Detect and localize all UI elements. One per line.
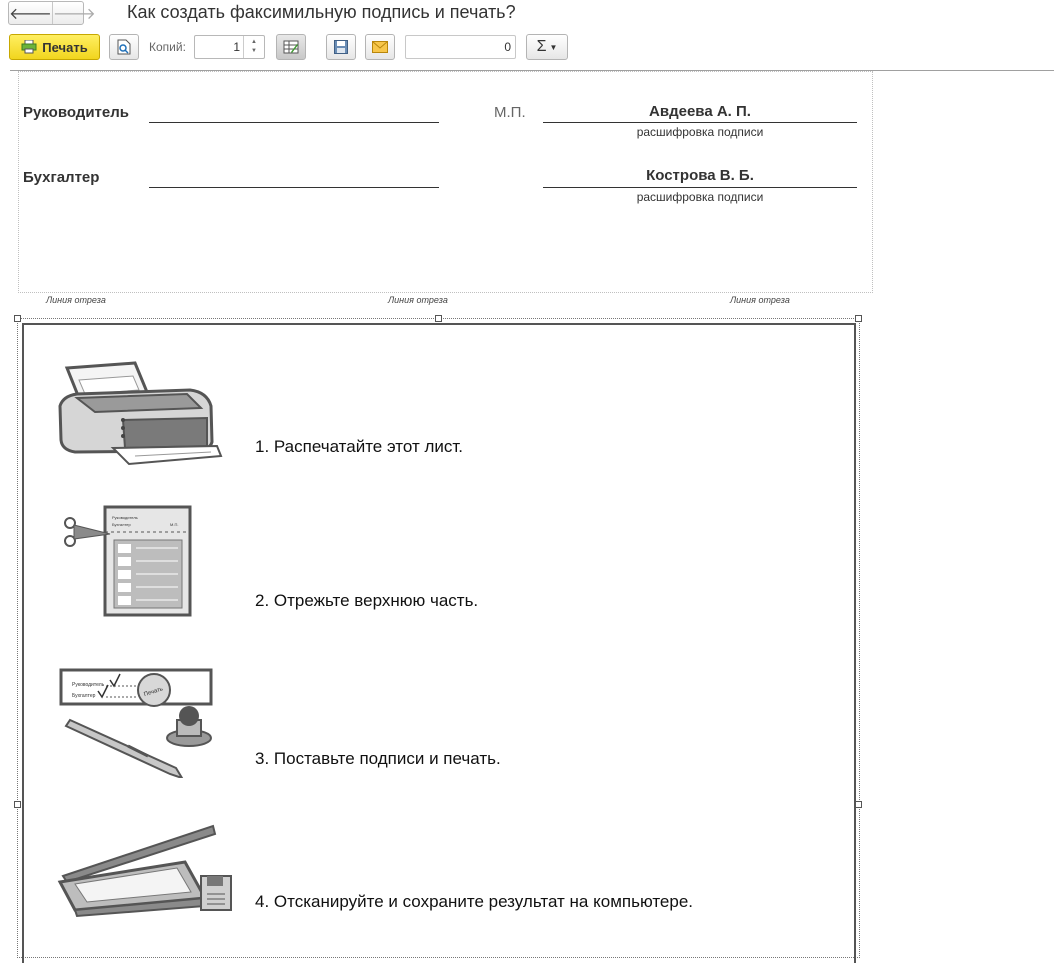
mini-accountant-label: Бухгалтер (112, 522, 131, 527)
accountant-signature-line (149, 187, 439, 188)
copies-stepper[interactable] (243, 36, 264, 58)
print-button[interactable] (9, 34, 100, 60)
copies-input[interactable] (194, 35, 265, 59)
resize-handle[interactable] (855, 801, 862, 808)
save-button[interactable] (326, 34, 356, 60)
forward-button[interactable] (52, 2, 96, 24)
head-name: Авдеева А. П. (649, 103, 751, 120)
edit-mode-button[interactable] (276, 34, 306, 60)
preview-button[interactable] (109, 34, 139, 60)
mini-mp-label: М.П. (170, 522, 179, 527)
sigma-icon: Σ (536, 38, 547, 55)
email-icon (372, 41, 388, 53)
resize-handle[interactable] (14, 315, 21, 322)
page-title: Как создать факсимильную подпись и печать? (127, 2, 516, 22)
resize-handle[interactable] (855, 315, 862, 322)
resize-handle[interactable] (14, 801, 21, 808)
step-2-text: 2. Отрежьте верхнюю часть. (255, 591, 479, 610)
cut-line-label: Линия отреза (730, 295, 790, 305)
save-icon (334, 40, 348, 54)
scissors-sheet-illustration-icon (58, 504, 198, 618)
edit-table-icon (283, 40, 299, 54)
stepper-down-icon[interactable]: ▼ (251, 48, 257, 54)
sum-value: 0 (504, 40, 511, 54)
print-button-label: Печать (42, 39, 88, 55)
accountant-label: Бухгалтер (23, 169, 100, 186)
nav-buttons (8, 1, 96, 25)
sum-field[interactable] (405, 35, 516, 59)
cut-line-label: Линия отреза (46, 295, 106, 305)
step-1-text: 1. Распечатайте этот лист. (255, 437, 464, 456)
step-4-text: 4. Отсканируйте и сохраните результат на компьютере. (255, 892, 693, 911)
send-email-button[interactable] (365, 34, 395, 60)
head-signature-line (149, 122, 439, 123)
cut-line-label: Линия отреза (388, 295, 448, 305)
sum-mode-button[interactable] (526, 34, 568, 60)
mini-head-label: Руководитель (112, 515, 138, 520)
arrow-left-icon: 🡐 (9, 5, 52, 23)
scanner-illustration-icon (55, 824, 235, 918)
chevron-down-icon: ▼ (549, 42, 558, 52)
head-label: Руководитель (23, 104, 129, 121)
resize-handle[interactable] (435, 315, 442, 322)
arrow-right-icon: 🡒 (52, 5, 96, 23)
copies-label: Копий: (149, 40, 186, 54)
printer-icon (21, 40, 37, 54)
head-decode-caption: расшифровка подписи (636, 125, 764, 139)
mini-head-label: Руководитель (72, 682, 105, 688)
printer-illustration-icon (55, 360, 225, 468)
back-button[interactable] (9, 2, 52, 24)
sign-stamp-illustration-icon (58, 666, 218, 778)
stepper-up-icon[interactable]: ▲ (251, 39, 257, 45)
mini-accountant-label: Бухгалтер (72, 693, 96, 699)
copies-value: 1 (233, 40, 240, 54)
accountant-name: Кострова В. Б. (646, 167, 754, 184)
stamp-place-label: М.П. (494, 104, 526, 121)
step-3-text: 3. Поставьте подписи и печать. (255, 749, 501, 768)
accountant-decode-caption: расшифровка подписи (636, 190, 764, 204)
stamp-text: Печать (143, 686, 164, 699)
head-name-line (543, 122, 857, 123)
preview-icon (117, 39, 131, 55)
accountant-name-line (543, 187, 857, 188)
